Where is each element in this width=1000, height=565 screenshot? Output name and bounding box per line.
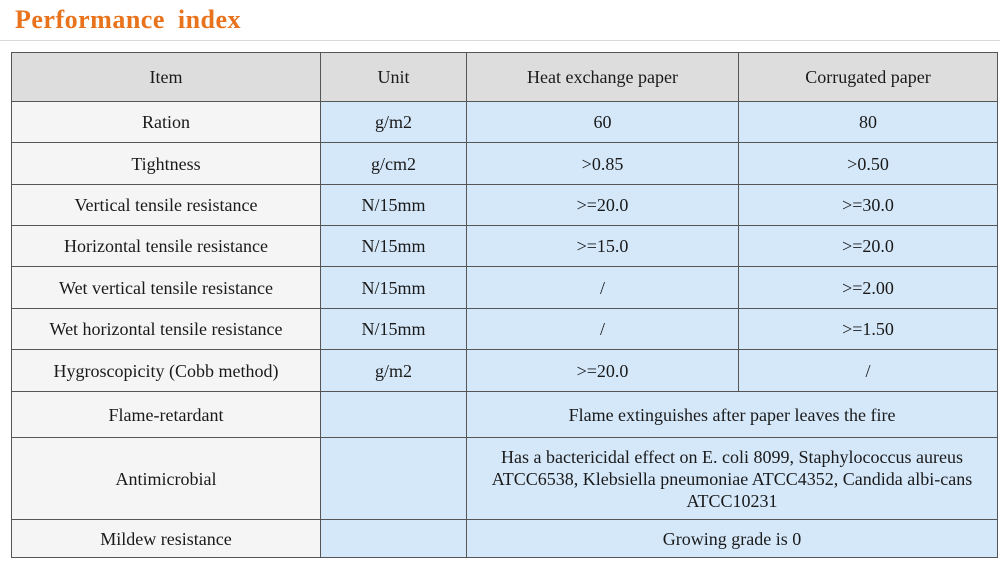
row-item-cell: Horizontal tensile resistance: [12, 226, 321, 267]
row-heat-cell: >=20.0: [467, 185, 739, 226]
table-row: [12, 267, 998, 309]
table-row-merged: [12, 520, 998, 558]
row-corrugated-cell: >=30.0: [739, 185, 998, 226]
row-merged-value-cell: Growing grade is 0: [467, 520, 998, 558]
row-heat-cell: /: [467, 267, 739, 309]
row-heat-cell: >=20.0: [467, 350, 739, 392]
row-unit-cell: N/15mm: [321, 185, 467, 226]
row-corrugated-cell: >=1.50: [739, 309, 998, 350]
row-item-cell: Mildew resistance: [12, 520, 321, 558]
row-item-cell: Wet vertical tensile resistance: [12, 267, 321, 309]
table-row-merged: [12, 392, 998, 438]
table-header-row: [12, 53, 998, 102]
table-row: [12, 309, 998, 350]
column-header-heat-exchange: Heat exchange paper: [467, 53, 739, 102]
row-merged-value-cell: Flame extinguishes after paper leaves the fire: [467, 392, 998, 438]
table-row-merged: [12, 438, 998, 520]
row-item-cell: Vertical tensile resistance: [12, 185, 321, 226]
table-row: [12, 102, 998, 143]
row-corrugated-cell: /: [739, 350, 998, 392]
row-unit-cell: [321, 520, 467, 558]
row-item-cell: Hygroscopicity (Cobb method): [12, 350, 321, 392]
column-header-unit: Unit: [321, 53, 467, 102]
row-unit-cell: N/15mm: [321, 226, 467, 267]
table-row: [12, 226, 998, 267]
column-header-corrugated: Corrugated paper: [739, 53, 998, 102]
row-item-cell: Antimicrobial: [12, 438, 321, 520]
row-merged-value-cell: Has a bactericidal effect on E. coli 8099, Staphylococcus aureus ATCC6538, Klebsiella pneumoniae ATCC4352, Candida albi-cans ATCC10231: [467, 438, 998, 520]
header-bar: [0, 0, 1000, 41]
row-item-cell: Wet horizontal tensile resistance: [12, 309, 321, 350]
row-unit-cell: g/cm2: [321, 143, 467, 185]
column-header-item: Item: [12, 53, 321, 102]
row-corrugated-cell: >=2.00: [739, 267, 998, 309]
row-corrugated-cell: >=20.0: [739, 226, 998, 267]
row-unit-cell: N/15mm: [321, 309, 467, 350]
row-heat-cell: 60: [467, 102, 739, 143]
row-item-cell: Ration: [12, 102, 321, 143]
table-row: [12, 143, 998, 185]
row-corrugated-cell: >0.50: [739, 143, 998, 185]
page-title: Performance index: [15, 5, 242, 34]
table-row: [12, 185, 998, 226]
row-corrugated-cell: 80: [739, 102, 998, 143]
row-item-cell: Flame-retardant: [12, 392, 321, 438]
row-unit-cell: [321, 392, 467, 438]
performance-table: [11, 52, 998, 558]
row-unit-cell: g/m2: [321, 102, 467, 143]
row-heat-cell: >0.85: [467, 143, 739, 185]
row-heat-cell: >=15.0: [467, 226, 739, 267]
row-unit-cell: [321, 438, 467, 520]
row-unit-cell: g/m2: [321, 350, 467, 392]
table-row: [12, 350, 998, 392]
row-heat-cell: /: [467, 309, 739, 350]
row-unit-cell: N/15mm: [321, 267, 467, 309]
row-item-cell: Tightness: [12, 143, 321, 185]
